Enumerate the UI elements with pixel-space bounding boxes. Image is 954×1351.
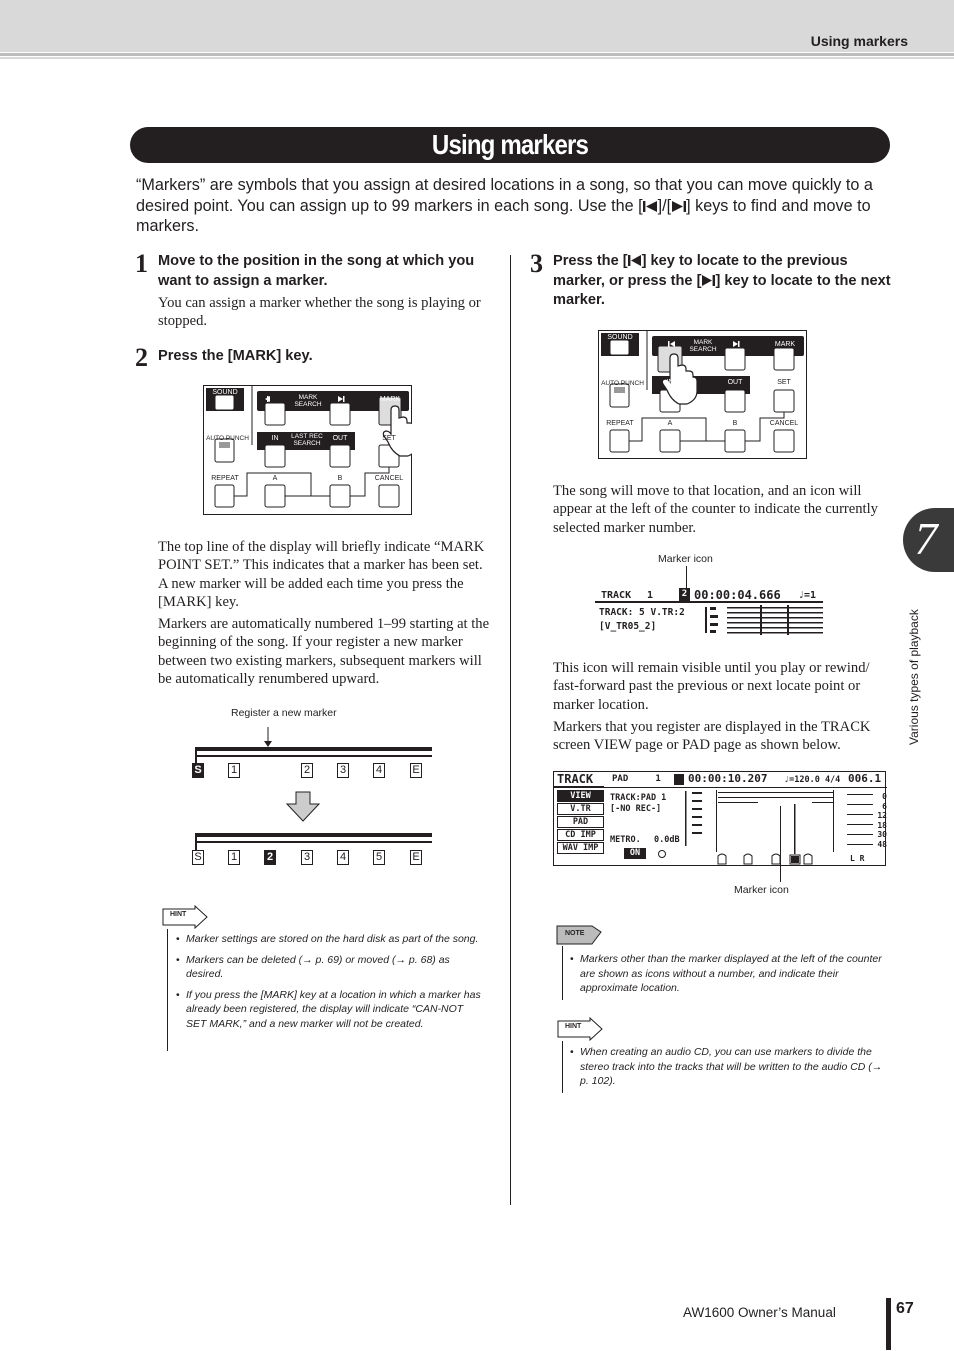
title-bar <box>130 127 890 163</box>
paragraph: This icon will remain visible until you play or rewind/ fast-forward past the previous or next locate point or marker location. <box>553 660 870 713</box>
paragraph: Markers are automatically numbered 1–99 starting at the beginning of the song. If your register a new marker between two existing markers, subsequent markers will be automatically renumbered upward. <box>158 616 490 688</box>
set-label: SET <box>777 379 791 386</box>
lcd-menu <box>557 790 604 854</box>
b-label: B <box>732 420 738 427</box>
marker-flag: 2 <box>301 763 313 778</box>
footer-bar <box>886 1298 891 1350</box>
sound-clip-label: SOUND CLIP <box>212 389 238 404</box>
caption-leader <box>780 806 781 882</box>
hint-badge <box>557 1017 603 1041</box>
running-title: Using markers <box>810 33 908 49</box>
b-label: B <box>337 475 343 482</box>
lcd-caption: Marker icon <box>734 884 789 896</box>
a-label: A <box>667 420 673 427</box>
lcd-track-screen <box>553 771 886 866</box>
auto-punch-label: AUTO PUNCH <box>601 380 644 387</box>
marker-row-before <box>191 763 431 781</box>
hint-box <box>570 1045 888 1095</box>
marker-flag: 3 <box>301 850 313 865</box>
paragraph: The song will move to that location, and an icon will appear at the left of the counter to indicate the currently selected marker number. <box>553 483 878 536</box>
marker-icon <box>674 774 684 785</box>
control-panel-diagram <box>203 385 412 515</box>
sound-clip-label: SOUND CLIP <box>607 334 633 349</box>
lcd-tempo: ♩=1 <box>798 590 817 601</box>
step-number: 2 <box>135 343 148 372</box>
lcd-title: TRACK <box>557 772 594 786</box>
marker-flag: 4 <box>337 850 349 865</box>
lcd-line: [V_TR05_2] <box>599 621 657 632</box>
next-icon <box>701 275 715 286</box>
lcd-menu-item-wav-imp[interactable]: WAV IMP <box>557 842 604 854</box>
lcd-track-number: 1 <box>647 590 654 601</box>
lcd-pad: PAD 1 <box>612 774 661 784</box>
column-divider <box>510 255 511 1205</box>
marker-flag: 5 <box>373 850 385 865</box>
hint-box <box>176 932 486 1038</box>
note-label: NOTE <box>565 930 585 937</box>
caption-leader <box>686 566 687 588</box>
note-box <box>570 952 888 1002</box>
marker-flag: S <box>192 850 204 865</box>
chapter-number: 7 <box>914 513 938 564</box>
hint-label: HINT <box>170 911 187 918</box>
hint-item: • If you press the [MARK] key at a location in which a marker has already been registered, the display will indicate “CAN-NOT SET MARK,” and a new marker will not be created. <box>176 988 486 1032</box>
repeat-label: REPEAT <box>606 420 634 427</box>
last-rec-search-label: LAST REC SEARCH <box>291 433 323 447</box>
marker-flag: 2 <box>264 850 276 865</box>
marker-flag: 4 <box>373 763 385 778</box>
note-badge <box>556 924 602 946</box>
lcd-display <box>595 588 823 636</box>
mark-search-label: MARK SEARCH <box>294 394 322 408</box>
lcd-meter-graphic <box>705 605 823 635</box>
step-body: You can assign a marker whether the song is playing or stopped. <box>158 295 481 330</box>
step-heading: Move to the position in the song at which you want to assign a marker. <box>158 253 475 289</box>
section-side-label: Various types of playback <box>907 609 921 745</box>
hint-item: • Markers can be deleted (→ p. 69) or moved (→ p. 68) as desired. <box>176 953 486 982</box>
step-heading: Press the [MARK] key. <box>158 348 313 364</box>
mark-search-label: MARK SEARCH <box>689 339 717 353</box>
marker-flag: E <box>410 763 422 778</box>
step-body <box>553 482 888 537</box>
hint-rule <box>562 1041 563 1093</box>
marker-renumber-diagram <box>188 725 438 870</box>
hint-badge <box>162 905 208 929</box>
step-body <box>158 538 493 688</box>
page-title: Using markers <box>431 129 589 160</box>
repeat-label: REPEAT <box>211 475 239 482</box>
hint-label: HINT <box>565 1023 582 1030</box>
lcd-menu-item-pad[interactable]: PAD <box>557 816 604 828</box>
marker-flag: 1 <box>228 763 240 778</box>
lcd-counter: 00:00:10.207 <box>688 772 768 785</box>
next-icon <box>671 201 686 212</box>
marker-flag: E <box>410 850 422 865</box>
in-label: IN <box>666 379 674 386</box>
paragraph: Markers that you register are displayed in the TRACK screen VIEW page or PAD page as shown below. <box>553 718 871 754</box>
lcd-metro-level: 0.0dB <box>654 835 680 845</box>
lcd-caption: Marker icon <box>658 553 713 565</box>
paragraph: The top line of the display will briefly indicate “MARK POINT SET.” This indicates that a marker has been set. A new marker will be added each time you press the [MARK] key. <box>158 539 485 610</box>
step-heading: Press the [ ] key to locate to the previous marker, or press the [ ] key to locate to the next marker. <box>553 253 891 308</box>
in-label: IN <box>271 435 279 442</box>
lcd-tempo: ♩=120.0 4/4 <box>784 775 841 785</box>
lcd-track-label: TRACK <box>601 590 632 601</box>
lcd-counter: 00:00:04.666 <box>694 588 781 602</box>
mark-label: MARK <box>774 341 796 348</box>
footer-manual-title: AW1600 Owner’s Manual <box>683 1305 836 1320</box>
out-label: OUT <box>727 379 743 386</box>
out-label: OUT <box>332 435 348 442</box>
step-number: 1 <box>135 249 148 278</box>
lcd-menu-item-cd-imp[interactable]: CD IMP <box>557 829 604 841</box>
lcd-bar: 006.1 <box>848 772 882 785</box>
hint-item: • Marker settings are stored on the hard disk as part of the song. <box>176 932 486 947</box>
lcd-menu-item-view[interactable]: VIEW <box>557 790 604 802</box>
header-rule <box>0 53 954 56</box>
lcd-line: [-NO REC-] <box>610 804 662 814</box>
control-panel-diagram <box>598 330 807 459</box>
marker-flag: 3 <box>337 763 349 778</box>
step-number: 3 <box>530 249 543 278</box>
lcd-lr: L R <box>850 854 865 863</box>
cancel-label: CANCEL <box>769 420 799 427</box>
cancel-label: CANCEL <box>374 475 404 482</box>
diagram-caption: Register a new marker <box>231 707 337 719</box>
previous-icon <box>628 255 642 266</box>
hint-rule <box>167 929 168 1051</box>
marker-row-after <box>191 850 431 868</box>
page-number: 67 <box>896 1300 914 1317</box>
marker-icon: 2 <box>679 588 690 601</box>
set-label: SET <box>382 435 396 442</box>
lcd-menu-item-vtr[interactable]: V.TR <box>557 803 604 815</box>
note-rule <box>562 946 563 1000</box>
step-body <box>553 659 893 754</box>
header-rule <box>0 57 954 59</box>
auto-punch-label: AUTO PUNCH <box>206 435 249 442</box>
note-item: • Markers other than the marker displayed at the left of the counter are shown as icons without a number, and indicate their approximate location. <box>570 952 888 996</box>
lcd-metro-label: METRO. <box>610 835 641 845</box>
mark-label: MARK <box>379 396 401 403</box>
lcd-meter-scale: 0 6 12 18 30 48 <box>877 792 887 849</box>
renumber-graphic <box>188 725 438 870</box>
a-label: A <box>272 475 278 482</box>
hint-item: • When creating an audio CD, you can use markers to divide the stereo track into the tracks that will be written to the audio CD (→ p. 102). <box>570 1045 888 1089</box>
previous-icon <box>643 201 658 212</box>
intro-paragraph: “Markers” are symbols that you assign at desired locations in a song, so that you can move quickly to a desired point. You can assign up to 99 markers in each song. Use the [ ]/[ ] keys to find and move to markers. <box>136 176 873 235</box>
lcd-line: TRACK: 5 V.TR:2 <box>599 607 685 618</box>
lcd-line: TRACK:PAD 1 <box>610 793 667 803</box>
lcd-metro-on[interactable]: ON <box>624 848 646 859</box>
marker-flag: S <box>192 763 204 778</box>
marker-flag: 1 <box>228 850 240 865</box>
